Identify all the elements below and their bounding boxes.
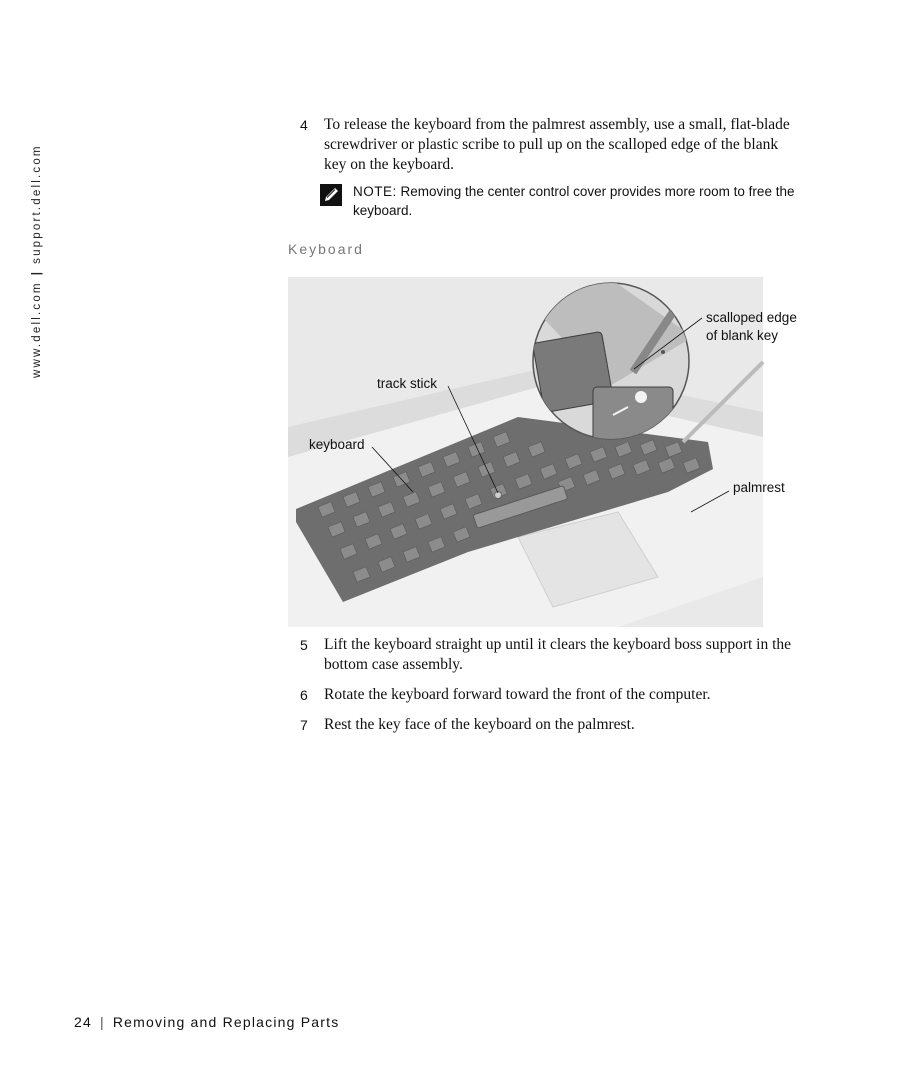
- sidebar-url: [31, 118, 47, 378]
- step-number: 7: [300, 717, 308, 733]
- sidebar-url-right[interactable]: support.dell.com: [31, 144, 43, 264]
- page-footer: [74, 1014, 339, 1030]
- figure-title: Keyboard: [288, 241, 364, 257]
- sidebar-url-left[interactable]: www.dell.com: [31, 281, 43, 378]
- step-number: 6: [300, 687, 308, 703]
- step-text: Lift the keyboard straight up until it clears the keyboard boss support in the bottom case assembly.: [324, 636, 792, 673]
- callout-track-stick: track stick: [377, 376, 438, 391]
- sidebar-separator: |: [31, 269, 43, 276]
- callout-palmrest: palmrest: [733, 480, 785, 495]
- note-box: [320, 182, 820, 222]
- step-number: 4: [300, 117, 308, 133]
- step-text: To release the keyboard from the palmrest assembly, use a small, flat-blade screwdriver or plastic scribe to pull up on the scalloped edge of the blank key on the keyboard.: [324, 116, 790, 173]
- step-number: 5: [300, 637, 308, 653]
- footer-separator: |: [99, 1014, 105, 1030]
- note-text: [353, 182, 818, 220]
- callout-scalloped-line1: scalloped edge: [706, 310, 797, 325]
- page-number: 24: [74, 1014, 92, 1030]
- keyboard-figure: [288, 277, 797, 627]
- note-pencil-icon: [320, 184, 342, 206]
- section-title: Removing and Replacing Parts: [112, 1014, 340, 1030]
- step-text: Rest the key face of the keyboard on the palmrest.: [324, 716, 635, 733]
- callout-keyboard: keyboard: [309, 437, 365, 452]
- step-text: Rotate the keyboard forward toward the front of the computer.: [324, 686, 711, 703]
- note-label: NOTE:: [353, 184, 397, 199]
- callout-scalloped-line2: of blank key: [706, 328, 779, 343]
- note-body: Removing the center control cover provides more room to free the keyboard.: [353, 184, 795, 218]
